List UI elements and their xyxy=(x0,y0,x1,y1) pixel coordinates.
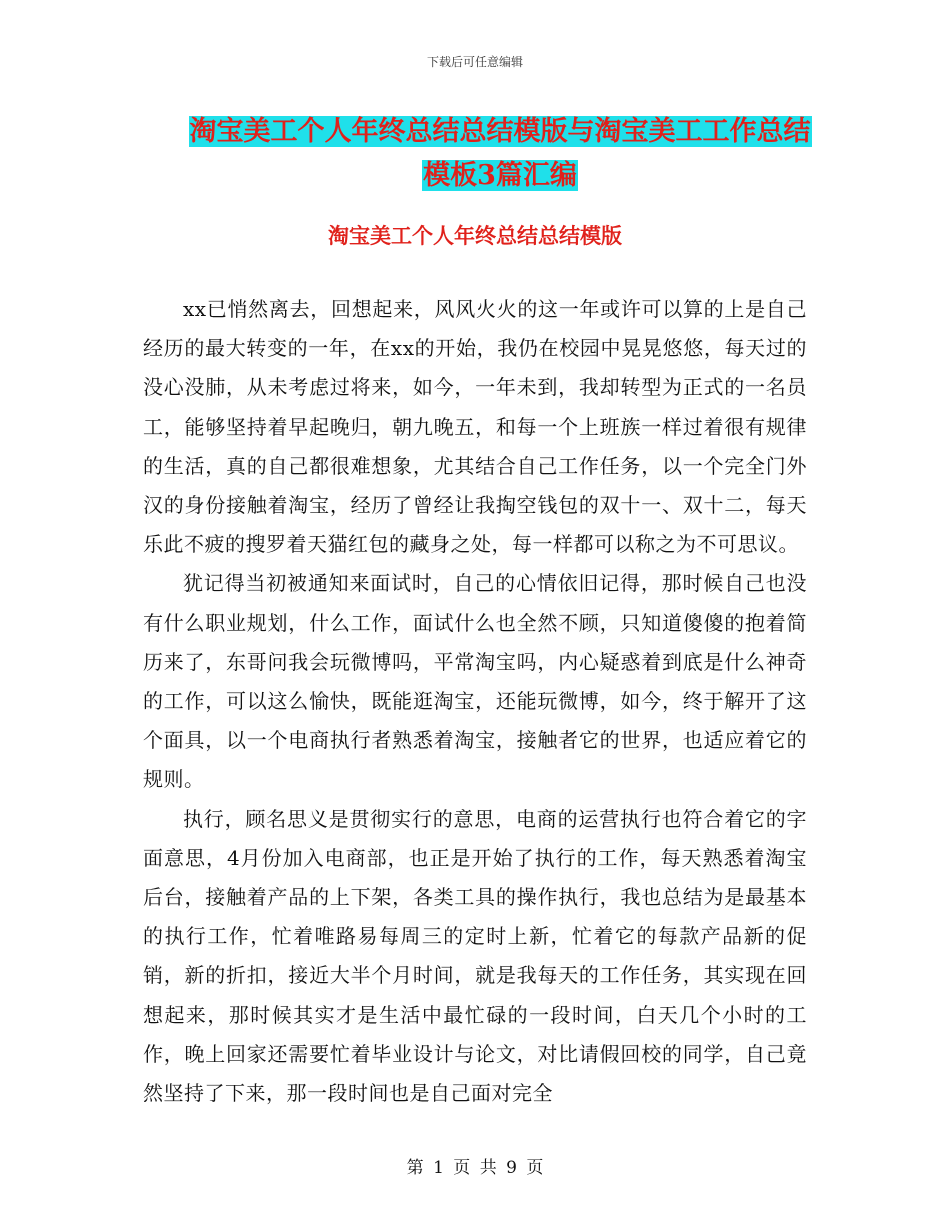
document-title-line-1: 淘宝美工个人年终总结总结模版与淘宝美工工作总结 xyxy=(189,116,811,147)
document-title xyxy=(150,110,850,198)
document-body xyxy=(143,290,807,1113)
page-number-footer: 第 1 页 共 9 页 xyxy=(406,1158,544,1178)
paragraph-2: 犹记得当初被通知来面试时，自己的心情依旧记得，那时候自己也没有什么职业规划，什么工作，面试什么也全然不顾，只知道傻傻的抱着简历来了，东哥问我会玩微博吗，平常淘宝吗，内心疑惑着到底是什么神奇的工作，可以这么愉快，既能逛淘宝，还能玩微博，如今，终于解开了这个面具，以一个电商执行者熟悉着淘宝，接触者它的世界，也适应着它的规则。 xyxy=(143,571,807,792)
paragraph-1: xx已悄然离去，回想起来，风风火火的这一年或许可以算的上是自己经历的最大转变的一年，在xx的开始，我仍在校园中晃晃悠悠，每天过的没心没肺，从未考虑过将来，如今，一年未到，我却转型为正式的一名员工，能够坚持着早起晚归，朝九晚五，和每一个上班族一样过着很有规律的生活，真的自己都很难想象，尤其结合自己工作任务，以一个完全门外汉的身份接触着淘宝，经历了曾经让我掏空钱包的双十一、双十二，每天乐此不疲的搜罗着天猫红包的藏身之处，每一样都可以称之为不可思议。 xyxy=(143,297,807,557)
section-title: 淘宝美工个人年终总结总结模版 xyxy=(328,223,622,248)
paragraph-3: 执行，顾名思义是贯彻实行的意思，电商的运营执行也符合着它的字面意思，4月份加入电商部，也正是开始了执行的工作，每天熟悉着淘宝后台，接触着产品的上下架，各类工具的操作执行，我也总结为是最基本的执行工作，忙着唯路易每周三的定时上新，忙着它的每款产品新的促销，新的折扣，接近大半个月时间，就是我每天的工作任务，其实现在回想起来，那时候其实才是生活中最忙碌的一段时间，白天几个小时的工作，晚上回家还需要忙着毕业设计与论文，对比请假回校的同学，自己竟然坚持了下来，那一段时间也是自己面对完全 xyxy=(143,806,807,1106)
page-header-note: 下载后可任意编辑 xyxy=(426,55,523,69)
document-title-line-2: 模板3篇汇编 xyxy=(423,160,577,191)
